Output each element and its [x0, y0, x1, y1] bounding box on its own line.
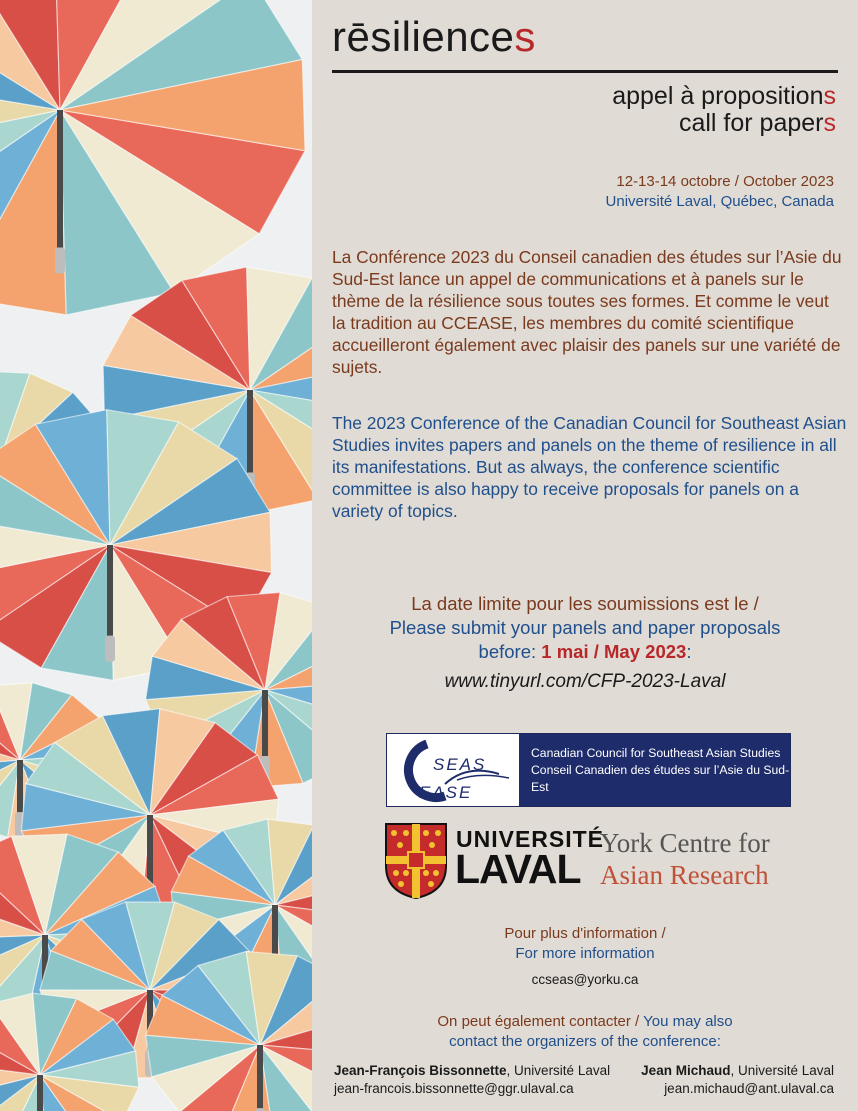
york-logo-line2: Asian Research [600, 860, 769, 890]
ccseas-name-fr: Conseil Canadien des études sur l’Asie du Sud-Est [531, 762, 790, 794]
subtitle-en-main: call for paper [678, 109, 824, 137]
umbrella-photo-graphic [0, 0, 312, 1111]
umbrella-photo [0, 0, 312, 1111]
body-english: The 2023 Conference of the Canadian Council for Southeast Asian Studies invites papers and panels on the theme of resilience in all its manifestations. But as always, the conference scientific committee is also happy to receive proposals for panels on a variety of topics. [332, 413, 847, 521]
deadline-fr: La date limite pour les soumissions est le / [411, 593, 759, 614]
contact-intro-en2: contact the organizers of the conference: [449, 1033, 721, 1050]
deadline-block [312, 592, 858, 664]
deadline-date: 1 mai / May 2023 [541, 641, 687, 662]
subtitle-en-accent: s [823, 109, 836, 137]
subtitle-fr-main: appel à proposition [612, 82, 824, 110]
contact-card [641, 1062, 834, 1098]
contact-card [334, 1062, 610, 1098]
page-title [332, 13, 536, 60]
contact-intro [312, 1012, 858, 1052]
york-logo-line1: York Centre for [600, 828, 770, 858]
laval-shield-icon [384, 822, 448, 900]
contact-intro-en1: You may also [643, 1013, 733, 1030]
deadline-colon: : [686, 641, 692, 662]
deadline-en: Please submit your panels and paper proposals [389, 617, 781, 638]
subtitle-fr-accent: s [823, 82, 836, 110]
contact-email-link[interactable]: jean.michaud@ant.ulaval.ca [664, 1081, 834, 1096]
ccseas-mark-top: SEAS [433, 755, 487, 774]
content-panel [312, 0, 858, 1111]
ccseas-name-en: Canadian Council for Southeast Asian Studies [531, 745, 781, 760]
more-info-en: For more information [515, 945, 655, 962]
more-info-fr: Pour plus d'information / [504, 925, 666, 942]
event-info [606, 172, 834, 212]
ccseas-mark-icon [387, 734, 519, 806]
ccseas-name [519, 734, 790, 806]
contact-name: Jean-François Bissonnette [334, 1063, 507, 1078]
contact-intro-fr: On peut également contacter / [437, 1013, 640, 1030]
title-accent: s [514, 13, 536, 60]
title-divider [332, 70, 838, 73]
subtitle-en [679, 111, 836, 136]
ccseas-mark-bottom: EASE [419, 783, 473, 802]
submission-link[interactable]: www.tinyurl.com/CFP-2023-Laval [444, 671, 726, 692]
umbrella [0, 0, 305, 315]
contact-name: Jean Michaud [641, 1063, 731, 1078]
deadline-date-line [312, 640, 858, 664]
deadline-before: before: [478, 641, 537, 662]
contact-email-link[interactable]: jean-francois.bissonnette@ggr.ulaval.ca [334, 1081, 574, 1096]
ccseas-mark [387, 734, 519, 806]
subtitle-fr [612, 84, 836, 109]
event-dates: 12-13-14 octobre / October 2023 [616, 173, 834, 190]
event-location: Université Laval, Québec, Canada [605, 193, 834, 210]
more-info [312, 924, 858, 964]
contact-affiliation: , Université Laval [506, 1063, 611, 1078]
laval-logo-line1: UNIVERSITÉ [456, 826, 605, 852]
contact-email[interactable]: ccseas@yorku.ca [531, 972, 639, 987]
laval-logo-line2: LAVAL [455, 846, 581, 892]
title-main: rēsilience [332, 13, 515, 60]
body-french: La Conférence 2023 du Conseil canadien des études sur l’Asie du Sud-Est lance un appel de communications et à panels sur le thème de la résilience sous toutes ses formes. Et comme le veut la tradition au CCEASE, les membres du comité scientifique accueilleront également avec plaisir des panels sur une variété de sujets. [332, 247, 842, 377]
ccseas-logo [386, 733, 791, 807]
contact-affiliation: , Université Laval [730, 1063, 834, 1078]
